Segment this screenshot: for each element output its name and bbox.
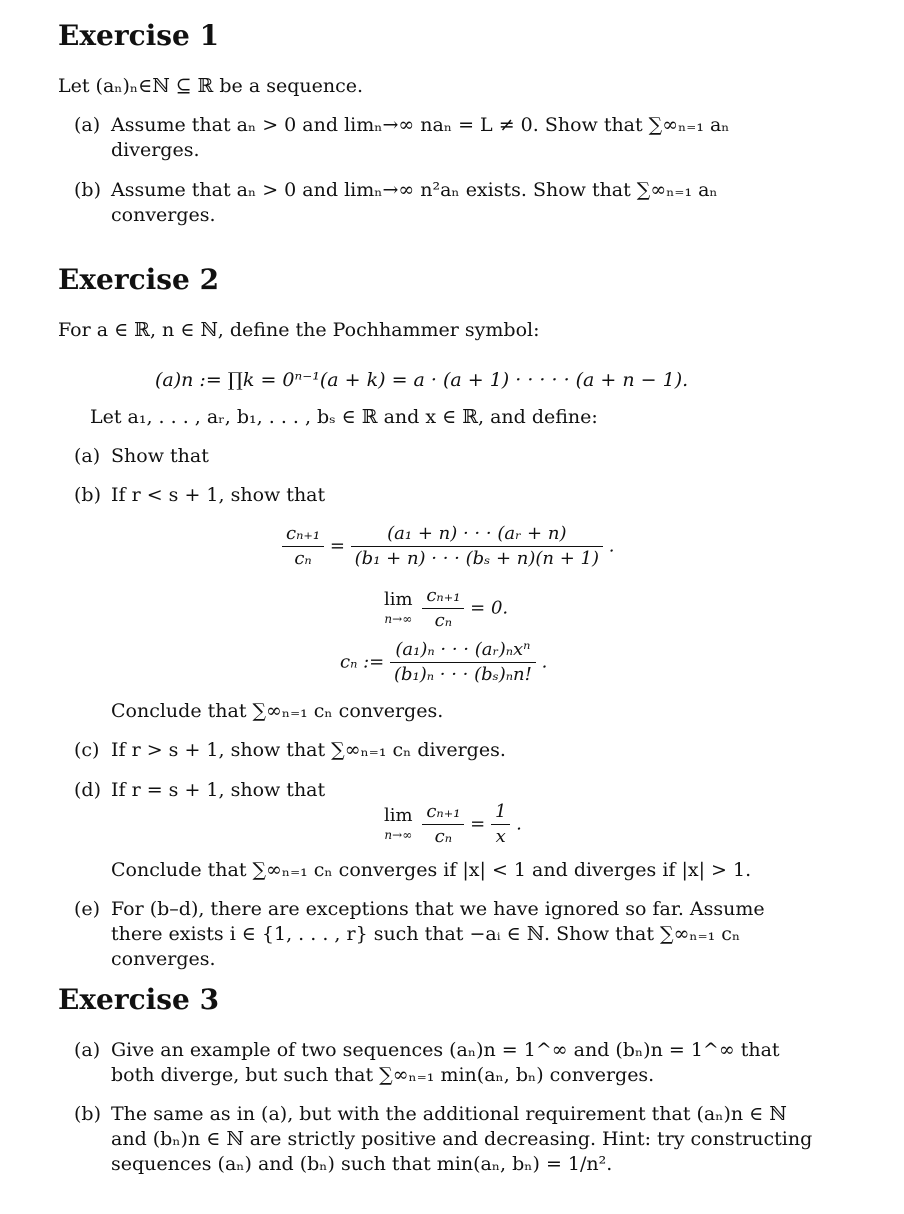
item-text: Assume that aₙ > 0 and limₙ→∞ naₙ = L ≠ 0. Show that ∑∞ₙ₌₁ aₙ diverges. <box>111 114 730 162</box>
exercise-2-item-e <box>74 897 814 972</box>
exercise-2-heading: Exercise 2 <box>58 263 220 296</box>
limit-word: lim <box>384 589 413 611</box>
item-label: (b) <box>74 484 101 506</box>
cn-fraction <box>390 638 536 687</box>
limit-one-over-x-equation <box>380 800 522 849</box>
fraction-numerator: cₙ₊₁ <box>422 800 464 825</box>
exercise-2-item-a <box>74 444 814 469</box>
item-b-conclusion: Conclude that ∑∞ₙ₌₁ cₙ converges. <box>111 700 444 722</box>
pochhammer-definition: (a)n := ∏k = 0ⁿ⁻¹(a + k) = a · (a + 1) · · · · · (a + n − 1). <box>155 369 689 391</box>
period: . <box>541 651 548 673</box>
exercise-1-item-b <box>74 178 814 228</box>
exercise-2-item-b <box>74 483 814 508</box>
exercise-1-item-a <box>74 113 814 163</box>
exercise-1-heading: Exercise 1 <box>58 19 220 52</box>
item-label: (a) <box>74 114 101 136</box>
item-label: (a) <box>74 445 101 467</box>
fraction-numerator: cₙ₊₁ <box>282 522 324 547</box>
ratio-equation <box>282 522 614 571</box>
fraction-numerator: 1 <box>491 800 510 825</box>
item-label: (a) <box>74 1039 101 1061</box>
item-label: (b) <box>74 1103 101 1125</box>
equals-sign: = <box>470 813 486 835</box>
item-text: The same as in (a), but with the additional requirement that (aₙ)n ∈ ℕ and (bₙ)n ∈ ℕ are strictly positive and decreasing. Hint: try constructing sequences (aₙ) and (bₙ) such that min(aₙ, bₙ) = 1/n². <box>111 1103 813 1176</box>
limit-fraction <box>422 584 464 633</box>
fraction-denominator: x <box>495 825 506 847</box>
limit-rhs: = 0. <box>470 597 509 619</box>
period: . <box>516 813 522 835</box>
cn-definition <box>340 638 547 687</box>
fraction-denominator: (b₁ + n) · · · (bₛ + n)(n + 1) <box>354 547 599 569</box>
item-label: (c) <box>74 739 100 761</box>
period: . <box>608 535 615 557</box>
limit-fraction <box>422 800 464 849</box>
fraction-numerator: (a₁ + n) · · · (aᵣ + n) <box>351 522 603 547</box>
item-text: If r = s + 1, show that <box>111 779 326 801</box>
limit-subscript: n→∞ <box>384 612 413 627</box>
exercise-3-item-b <box>74 1102 814 1177</box>
let-line: Let a₁, . . . , aᵣ, b₁, . . . , bₛ ∈ ℝ and x ∈ ℝ, and define: <box>90 406 598 428</box>
item-text: For (b–d), there are exceptions that we have ignored so far. Assume there exists i ∈ {1, . . . , r} such that −aᵢ ∈ ℕ. Show that ∑∞ₙ₌₁ cₙ converges. <box>111 898 765 971</box>
limit-operator <box>380 804 417 844</box>
item-text: If r < s + 1, show that <box>111 484 326 506</box>
limit-operator <box>380 588 417 628</box>
equals-sign: = <box>329 535 345 557</box>
ratio-rhs-fraction <box>351 522 603 571</box>
fraction-denominator: (b₁)ₙ · · · (bₛ)ₙn! <box>393 663 532 685</box>
ratio-lhs-fraction <box>282 522 324 571</box>
fraction-numerator: cₙ₊₁ <box>422 584 464 609</box>
fraction-denominator: cₙ <box>294 547 312 569</box>
item-text: If r > s + 1, show that ∑∞ₙ₌₁ cₙ diverges. <box>111 739 506 761</box>
item-label: (e) <box>74 898 101 920</box>
one-over-x-fraction <box>491 800 510 849</box>
limit-zero-equation <box>380 584 508 633</box>
exercise-3-item-a <box>74 1038 814 1088</box>
cn-lhs: cₙ := <box>340 651 385 673</box>
item-d-conclusion: Conclude that ∑∞ₙ₌₁ cₙ converges if |x| < 1 and diverges if |x| > 1. <box>111 859 752 881</box>
item-text: Assume that aₙ > 0 and limₙ→∞ n²aₙ exists. Show that ∑∞ₙ₌₁ aₙ converges. <box>111 179 718 227</box>
exercise-3-heading: Exercise 3 <box>58 983 220 1016</box>
fraction-denominator: cₙ <box>434 825 453 847</box>
limit-subscript: n→∞ <box>384 828 413 843</box>
limit-word: lim <box>384 805 413 827</box>
exercise-2-item-c <box>74 738 814 763</box>
item-label: (d) <box>74 779 101 801</box>
item-text: Show that <box>111 445 209 467</box>
item-text: Give an example of two sequences (aₙ)n = 1^∞ and (bₙ)n = 1^∞ that both diverge, but such that ∑∞ₙ₌₁ min(aₙ, bₙ) converges. <box>111 1039 780 1087</box>
exercise-2-intro: For a ∈ ℝ, n ∈ ℕ, define the Pochhammer symbol: <box>58 319 540 341</box>
item-label: (b) <box>74 179 101 201</box>
fraction-numerator: (a₁)ₙ · · · (aᵣ)ₙxⁿ <box>390 638 536 663</box>
fraction-denominator: cₙ <box>434 609 453 631</box>
exercise-1-intro: Let (aₙ)ₙ∈ℕ ⊆ ℝ be a sequence. <box>58 75 364 97</box>
